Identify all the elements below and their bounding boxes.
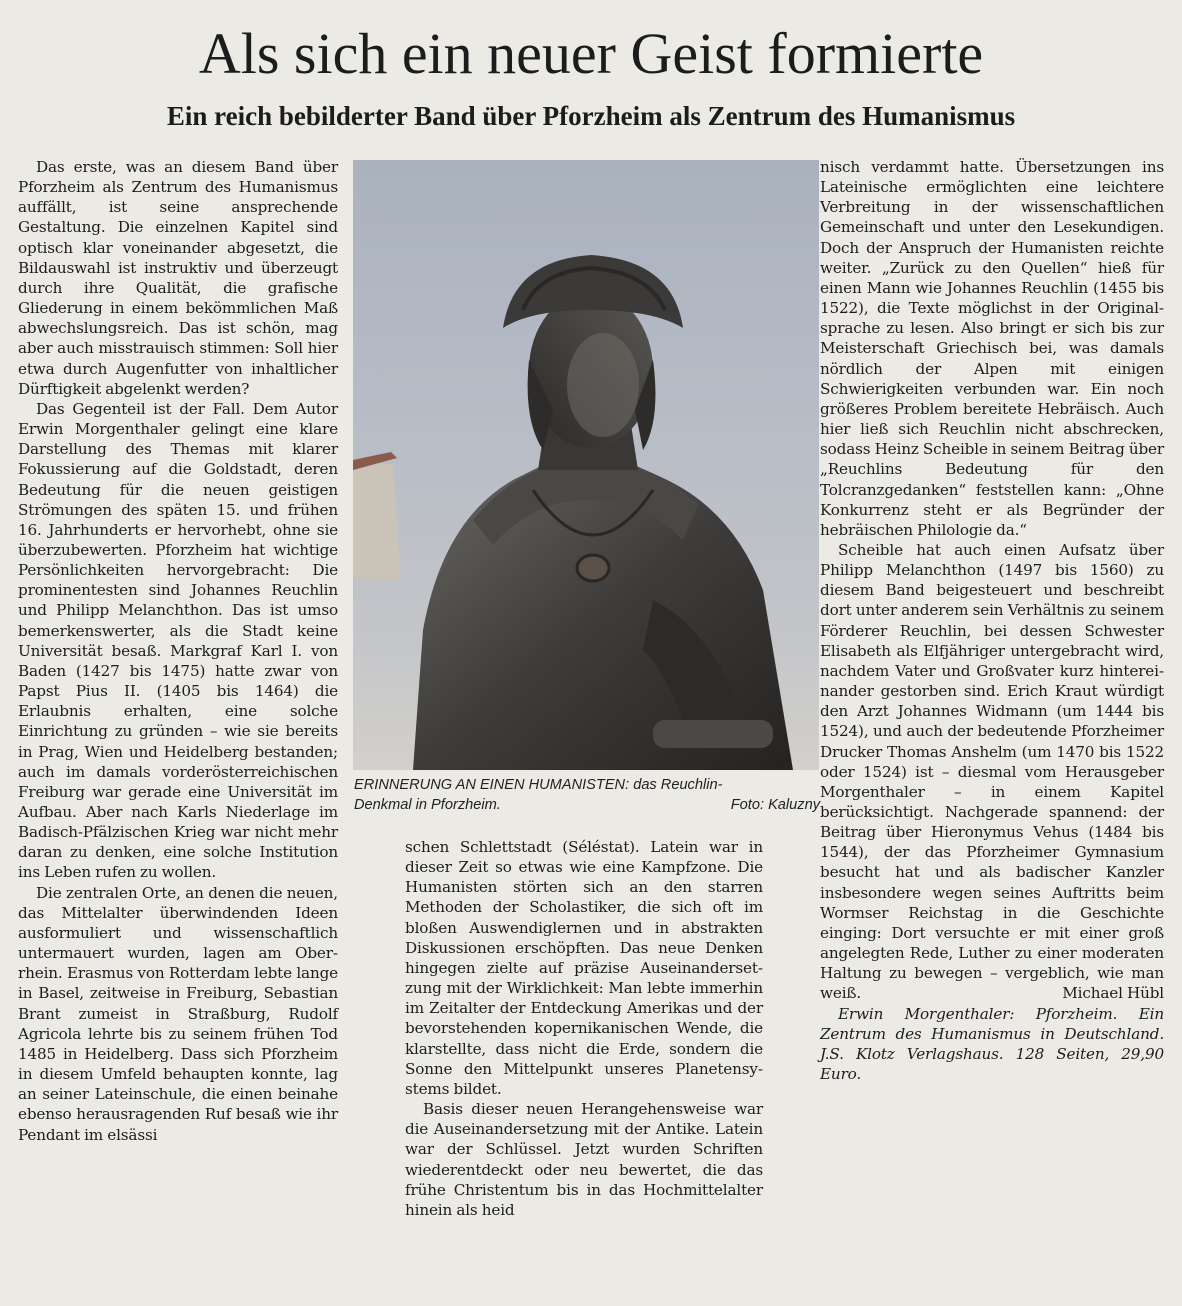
article-column-2	[405, 837, 763, 1220]
paragraph: Das Gegenteil ist der Fall. Dem Autor Erwin Morgenthaler gelingt eine klare Darstellung des Themas mit klarer Fokussierung auf die Goldstadt, deren Bedeutung für die neuen geistigen Strömungen des späten 15. und frühen 16. Jahrhunderts er hervorhebt, ohne sie überzubewerten. Pforzheim hat wichtige Persönlichkeiten hervorgebracht: Die prominentesten sind Johannes Reuchlin und Philipp Melanchthon. Das ist umso bemerkenswerter, als die Stadt keine Universität besaß. Markgraf Karl I. von Baden (1427 bis 1475) hatte zwar von Papst Pius II. (1405 bis 1464) die Erlaubnis erhalten, eine solche Einrichtung zu gründen – wie sie bereits in Prag, Wien und Heidelberg bestanden; auch im damals vorderösterreichischen Freiburg war gerade eine Universität im Aufbau. Aber nach Karls Niederlage im Badisch-Pfälzischen Krieg war nicht mehr daran zu denken, eine solche Institution ins Leben rufen zu wollen.	[18, 399, 338, 882]
paragraph-text: Scheible hat auch einen Aufsatz über Philipp Melanchthon (1497 bis 1560) zu diesem Band beigesteuert und beschreibt dort unter anderem sein Verhältnis zu seinem Förderer Reuchlin, bei dessen Schwester Elisabeth als Elfjähriger untergebracht wird, nachdem Vater und Großvater kurz hintereinander gestorben sind. Erich Kraut würdigt den Arzt Johannes Widmann (um 1444 bis 1524), und auch der bedeutende Pforzheimer Drucker Thomas Anshelm (um 1470 bis 1522 oder 1524) ist – diesmal vom Herausgeber Morgenthaler – in einem Kapitel berücksichtigt. Nachgerade spannend: der Beitrag über Hieronymus Vehus (1484 bis 1544), der das Pforzheimer Gymnasium besucht hat und als badischer Kanzler insbesondere wegen seines Auftritts beim Wormser Reichstag in die Geschichte einging: Dort versuchte er mit einer groß angelegten Rede, Luther zu einer moderaten Haltung zu bewegen – vergeblich, wie man weiß.	[820, 540, 1164, 1003]
book-info: Erwin Morgenthaler: Pforzheim. Ein Zentrum des Humanismus in Deutschland. J.S. Klotz Verlagshaus. 128 Seiten, 29,90 Euro.	[820, 1004, 1164, 1084]
statue-illustration	[353, 160, 819, 770]
article-column-3	[820, 157, 1164, 1084]
caption-line-2-row	[354, 795, 820, 815]
paragraph: nisch verdammt hatte. Übersetzungen ins Lateinische ermöglichten eine leichtere Verbreitung in der wissenschaftlichen Gemeinschaft und unter den Lesekundigen. Doch der Anspruch der Humanisten reichte weiter. „Zurück zu den Quellen“ hieß für einen Mann wie Johannes Reuchlin (1455 bis 1522), die Texte möglichst in der Originalsprache zu lesen. Also bringt er sich bis zur Meisterschaft Griechisch bei, was damals nördlich der Alpen mit einigen Schwierigkeiten verbunden war. Ein noch größeres Problem bereitete Hebräisch. Auch hier ließ sich Reuchlin nicht abschrecken, sodass Heinz Scheible in seinem Beitrag über „Reuchlins Bedeutung für den Tolcranzgedanken“ feststellen kann: „Ohne Konkurrenz steht er als Begründer der hebräischen Philologie da.“	[820, 158, 1164, 539]
author-name: Michael Hübl	[1062, 984, 1164, 1003]
reuchlin-statue-photo	[353, 160, 819, 770]
paragraph	[820, 540, 1164, 1004]
paragraph: Basis dieser neuen Herangehensweise war die Auseinandersetzung mit der Antike. Latein war der Schlüssel. Jetzt wurden Schriften wiederentdeckt oder neu bewertet, die das frühe Christentum bis in das Hochmittelalter hinein als heid	[405, 1100, 763, 1219]
photo-credit: Foto: Kaluzny	[730, 797, 820, 813]
subheadline: Ein reich bebilderter Band über Pforzheim als Zentrum des Humanismus	[166, 101, 1016, 131]
caption-line-2: Denkmal in Pforzheim.	[354, 797, 501, 813]
article-column-1	[18, 157, 338, 1145]
headline: Als sich ein neuer Geist formierte	[198, 21, 984, 86]
paragraph: schen Schlettstadt (Séléstat). Latein war in dieser Zeit so etwas wie eine Kampfzone. Die Humanisten störten sich an den starren Methoden der Scholastiker, die sich oft im bloßen Auswendiglernen und in abstrakten Diskussionen erschöpften. Das neue Denken hingegen zielte auf präzise Auseinandersetzung mit der Wirklichkeit: Man lebte immerhin im Zeitalter der Entdeckung Amerikas und der bevorstehenden kopernikanischen Wende, die klarstellte, dass nicht die Erde, sondern die Sonne den Mittelpunkt unseres Planetensystems bildet.	[405, 838, 763, 1098]
paragraph: Die zentralen Orte, an denen die neuen, das Mittelalter überwindenden Ideen ausformuliert und wissenschaftlich untermauert wurden, lagen am Oberrhein. Erasmus von Rotterdam lebte lange in Basel, zeitweise in Freiburg, Sebastian Brant zumeist in Straßburg, Rudolf Agricola lehrte bis zu seinem frühen Tod 1485 in Heidelberg. Dass sich Pforzheim in diesem Umfeld behaupten konnte, lag an seiner Lateinschule, die einen beinahe ebenso herausragenden Ruf besaß wie ihr Pendant im elsässi	[18, 883, 338, 1144]
photo-caption	[354, 775, 820, 815]
caption-line-1: ERINNERUNG AN EINEN HUMANISTEN: das Reuchlin-	[354, 777, 723, 793]
paragraph: Das erste, was an diesem Band über Pforzheim als Zentrum des Humanismus auffällt, ist seine ansprechende Gestaltung. Die einzelnen Kapitel sind optisch klar voneinander abgesetzt, die Bildauswahl ist instruktiv und überzeugt durch ihre Qualität, die grafische Gliederung in einem bekömmlichen Maß abwechslungsreich. Das ist schön, mag aber auch misstrauisch stimmen: Soll hier etwa durch Augenfutter von inhaltlicher Dürftigkeit abgelenkt werden?	[18, 158, 338, 398]
